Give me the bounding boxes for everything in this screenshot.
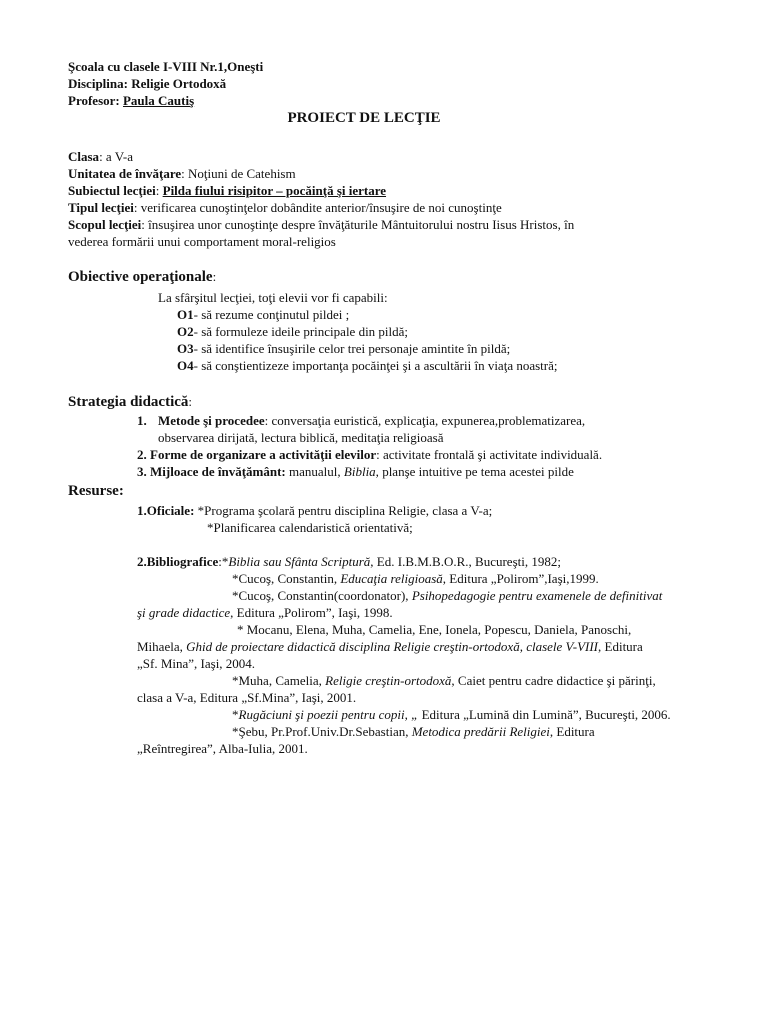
biblio-line-4-cont: [137, 638, 643, 655]
strategy-item-number: 1.: [137, 413, 147, 428]
discipline-line: [68, 75, 226, 92]
biblio-line-1: [137, 553, 561, 570]
type-label: Tipul lecţiei: [68, 200, 134, 215]
discipline-label: Disciplina:: [68, 76, 128, 91]
school-name: Şcoala cu clasele I-VIII Nr.1,Oneşti: [68, 59, 264, 74]
biblio-line-7: [232, 723, 595, 740]
type-value: : verificarea cunoştinţelor dobândite anterior/însuşire de noi cunoştinţe: [133, 200, 502, 215]
biblio-title: Educaţia religioasă: [340, 571, 443, 586]
biblio-line-5: [232, 672, 656, 689]
objectives-intro: La sfârşitul lecţiei, toţi elevii vor fi capabili:: [158, 290, 388, 305]
strategy-item-text-italic: Biblia,: [343, 464, 379, 479]
page-title: PROIECT DE LECŢIE: [287, 110, 441, 126]
objectives-heading-text: Obiective operaţionale: [68, 269, 213, 285]
objectives-heading-colon: :: [212, 269, 217, 284]
subject-separator: :: [155, 183, 163, 198]
biblio-title: Religie creştin-ortodoxă: [325, 673, 452, 688]
scope-value: : însuşirea unor cunoştinţe despre învăţăturile Mântuitorului nostru Iisus Hristos, în: [141, 217, 575, 232]
objective-text: - să identifice însuşirile celor trei personaje amintite în pildă;: [193, 341, 511, 356]
biblio-text: Mihaela,: [137, 639, 187, 654]
biblio-text: *Muha, Camelia,: [232, 673, 326, 688]
biblio-line-7-cont: „Reîntregirea”, Alba-Iulia, 2001.: [137, 741, 308, 756]
objectives-heading: [68, 268, 216, 286]
biblio-text: *Şebu, Pr.Prof.Univ.Dr.Sebastian,: [232, 724, 412, 739]
biblio-line-4-end: „Sf. Mina”, Iaşi, 2004.: [137, 656, 256, 671]
unit-value: : Noţiuni de Catehism: [181, 166, 296, 181]
biblio-text: , Editura: [598, 639, 643, 654]
biblio-title: Ghid de proiectare didactică disciplina Religie creştin-ortodoxă, clasele V-VIII: [186, 639, 599, 654]
strategy-item-3: [137, 463, 574, 480]
strategy-item-1: [158, 412, 585, 429]
strategy-item-2: [137, 446, 602, 463]
strategy-item-text: planşe intuitive pe tema acestei pilde: [378, 464, 574, 479]
scope-line: [68, 216, 574, 233]
biblio-text: *Cucoş, Constantin(coordonator),: [232, 588, 412, 603]
official-label: 1.Oficiale:: [137, 503, 195, 518]
strategy-item-label: 3. Mijloace de învăţământ:: [137, 464, 286, 479]
biblio-line-3-cont: [137, 604, 393, 621]
biblio-text: , Caiet pentru cadre didactice şi părinţi,: [451, 673, 656, 688]
unit-label: Unitatea de învăţare: [68, 166, 182, 181]
official-text: *Programa şcolară pentru disciplina Religie, clasa a V-a;: [194, 503, 493, 518]
biblio-title: şi grade didactice: [137, 605, 231, 620]
objective-item: [177, 306, 349, 323]
biblio-text: , Editura „Polirom”, Iaşi, 1998.: [230, 605, 393, 620]
class-value: : a V-a: [99, 149, 134, 164]
strategy-item-text: : conversaţia euristică, explicaţia, expunerea,problematizarea,: [264, 413, 586, 428]
biblio-title: Rugăciuni şi poezii pentru copii, „: [238, 707, 419, 722]
biblio-text: *: [232, 707, 239, 722]
unit-line: [68, 165, 296, 182]
biblio-title: Psihopedagogie pentru examenele de definitivat: [411, 588, 663, 603]
teacher-label: Profesor:: [68, 93, 120, 108]
objective-item: [177, 357, 558, 374]
teacher-line: [68, 92, 194, 109]
resources-heading: Resurse:: [68, 483, 124, 499]
official-line-2: *Planificarea calendaristică orientativă;: [207, 520, 413, 535]
objective-code: O1: [177, 307, 194, 322]
strategy-heading-colon: :: [188, 394, 193, 409]
class-label: Clasa: [68, 149, 100, 164]
strategy-item-text: manualul,: [285, 464, 344, 479]
biblio-line-3: [232, 587, 662, 604]
teacher-name: Paula Cautiş: [122, 93, 195, 108]
strategy-heading: [68, 393, 192, 411]
biblio-line-6: [232, 706, 671, 723]
biblio-line-5-cont: clasa a V-a, Editura „Sf.Mina”, Iaşi, 2001.: [137, 690, 357, 705]
subject-line: [68, 182, 386, 199]
biblio-title: Biblia sau Sfânta Scriptură: [228, 554, 371, 569]
objective-item: [177, 340, 510, 357]
objective-text: - să conştientizeze importanţa pocăinţei şi a ascultării în viaţa noastră;: [193, 358, 558, 373]
subject-value: Pilda fiului risipitor – pocăinţă şi iertare: [162, 183, 387, 198]
biblio-line-2: [232, 570, 599, 587]
strategy-item-label: Metode şi procedee: [158, 413, 265, 428]
biblio-text: , Editura „Polirom”,Iaşi,1999.: [442, 571, 599, 586]
objective-text: - să formuleze ideile principale din pildă;: [193, 324, 409, 339]
strategy-item-1-cont: observarea dirijată, lectura biblică, meditaţia religioasă: [158, 430, 444, 445]
strategy-item-label: 2. Forme de organizare a activităţii elevilor: [137, 447, 377, 462]
type-line: [68, 199, 502, 216]
strategy-item-text: : activitate frontală şi activitate individuală.: [376, 447, 603, 462]
biblio-text: , Editura: [549, 724, 595, 739]
strategy-item-1-number: [137, 412, 147, 429]
subject-label: Subiectul lecţiei: [68, 183, 156, 198]
objective-code: O2: [177, 324, 194, 339]
biblio-text: :*: [218, 554, 229, 569]
biblio-label: 2.Bibliografice: [137, 554, 219, 569]
objective-item: [177, 323, 408, 340]
discipline-value: Religie Ortodoxă: [131, 76, 227, 91]
objective-code: O3: [177, 341, 194, 356]
biblio-title: Metodica predării Religiei: [411, 724, 550, 739]
strategy-heading-text: Strategia didactică: [68, 394, 189, 410]
scope-line-2: vederea formării unui comportament moral-religios: [68, 234, 336, 249]
biblio-text: , Ed. I.B.M.B.O.R., Bucureşti, 1982;: [370, 554, 561, 569]
official-line-1: [137, 502, 492, 519]
scope-label: Scopul lecţiei: [68, 217, 142, 232]
biblio-text: *Cucoş, Constantin,: [232, 571, 341, 586]
biblio-text: Editura „Lumină din Lumină”, Bucureşti, 2006.: [418, 707, 671, 722]
objective-text: - să rezume conţinutul pildei ;: [193, 307, 350, 322]
class-line: [68, 148, 133, 165]
biblio-line-4: * Mocanu, Elena, Muha, Camelia, Ene, Ionela, Popescu, Daniela, Panoschi,: [237, 622, 632, 637]
objective-code: O4: [177, 358, 194, 373]
